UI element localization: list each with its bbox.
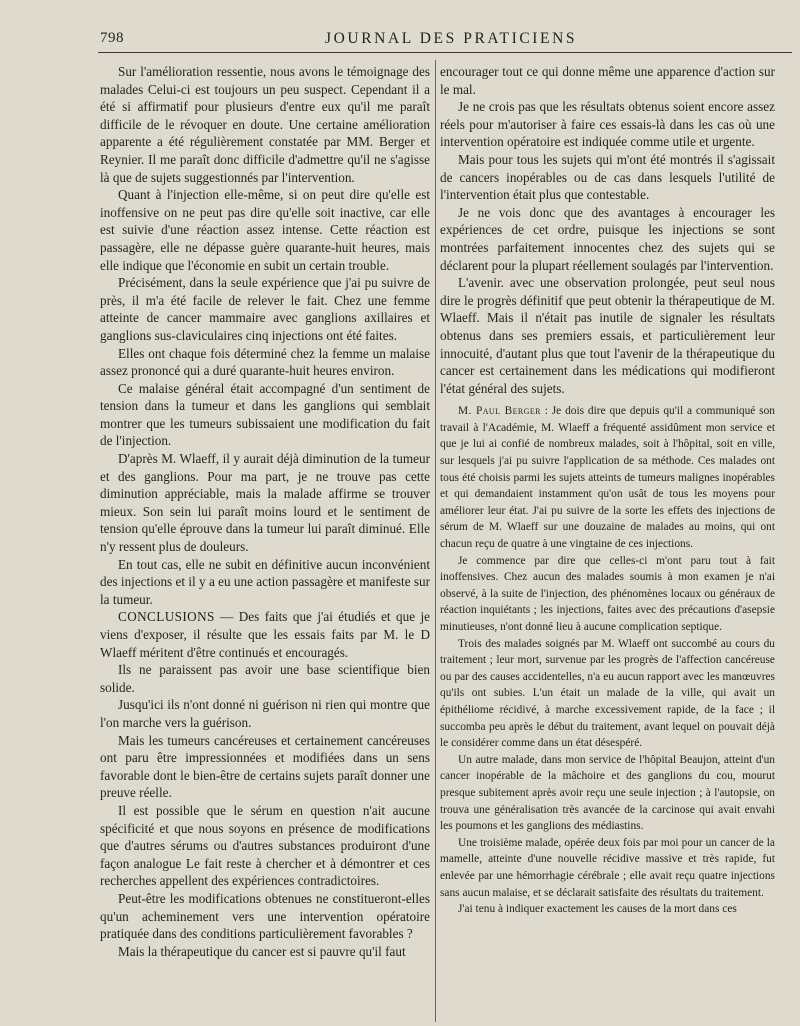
paragraph: Mais la thérapeutique du cancer est si pauvre qu'il faut xyxy=(118,943,406,959)
discussion-paragraph xyxy=(440,403,775,552)
page-number: 798 xyxy=(100,30,124,46)
paragraph: Mais les tumeurs cancéreuses et certainement cancéreuses ont paru être impressionnées et modifiées dans un sens favorable dont le bien-être de certains sujets paraît donner une preuve réelle. xyxy=(100,732,430,801)
speaker-text: : Je dois dire que depuis qu'il a communiqué son travail à l'Académie, M. Wlaeff a fréquenté assidûment mon service et que je lui ai confié de nombreux malades, soit à l'hôpital, soit en ville, sur lesquels j'ai pu suivre l'application de sa méthode. Ces malades ont tous été choisis parmi les sujets atteints de tumeurs malignes inopérables et qui demandaient instamment qu'on usât de tous les moyens pour améliorer leur état. J'ai pu suivre de la sorte les effets des injections de sérum de M. Wlaeff sur une douzaine de malades au moins, qui ont chacun reçu de quatre à une vingtaine de ces injections. xyxy=(440,405,775,551)
paragraph: Il est possible que le sérum en question n'ait aucune spécificité et que nous soyons en présence de modifications que d'autres sérums ou d'autres substances produiront d'une façon analogue Le fait reste à chercher et à démontrer et ces recherches appellent des expériences contradictoires. xyxy=(100,802,430,889)
paragraph: Sur l'amélioration ressentie, nous avons le témoignage des malades Celui-ci est toujours un peu suspect. Cependant il a été si affirmatif pour plusieurs d'entre eux qu'il me paraît difficile de le révoquer en doute. Une certaine amélioration apparente a été régulièrement constatée par MM. Berger et Reynier. Il me paraît donc difficile d'admettre qu'il ne s'agisse là que de sujets suggestionnés par l'intervention. xyxy=(100,64,430,185)
paragraph: Mais pour tous les sujets qui m'ont été montrés il s'agissait de cancers inopérables ou de cas dans lesquels l'utilité de l'intervention était plus que contestable. xyxy=(440,151,775,203)
discussion-paragraph: Un autre malade, dans mon service de l'hôpital Beaujon, atteint d'un cancer inopérable de la mâchoire et des ganglions du cou, mourut presque subitement après avoir reçu une seule injection ; à l'autopsie, on trouva une généralisation très avancée de la carcinose qui avait envahi les poumons et les ganglions des médiastins. xyxy=(440,753,775,833)
paragraph: Jusqu'ici ils n'ont donné ni guérison ni rien qui montre que l'on marche vers la guérison. xyxy=(100,697,430,730)
paragraph: D'après M. Wlaeff, il y aurait déjà diminution de la tumeur et des ganglions. Pour ma part, je ne trouve pas cette diminution appréciable, mais la malade affirme se trouver mieux. Son sein lui paraît moins lourd et le sentiment de tension qu'elle éprouve dans la tumeur lui paraît diminué. Elle n'y ressent plus de douleurs. xyxy=(100,451,430,555)
discussion-paragraph: J'ai tenu à indiquer exactement les causes de la mort dans ces xyxy=(458,903,737,916)
conclusions-paragraph xyxy=(100,608,430,661)
discussion-paragraph: Je commence par dire que celles-ci m'ont paru tout à fait inoffensives. Chez aucun des malades soumis à mon examen je n'ai observé, à la suite de l'injection, des phénomènes locaux ou généraux de réaction inquiétants ; les injections, faites avec des précautions d'asepsie minutieuses, n'ont donné lieu à aucune complication septique. xyxy=(440,554,775,633)
header-rule xyxy=(98,52,792,53)
journal-title: JOURNAL DES PRATICIENS xyxy=(325,30,578,47)
discussion-section xyxy=(440,403,775,917)
paragraph: Précisément, dans la seule expérience que j'ai pu suivre de près, il m'a été facile de relever le fait. Chez une femme atteinte de cancer mammaire avec ganglions axillaires et ganglions sus-claviculaires cinq injections ont été faites. xyxy=(100,275,430,343)
right-column xyxy=(440,63,775,1023)
paragraph: L'avenir. avec une observation prolongée, peut seul nous dire le progrès définitif que peut obtenir la thérapeutique de M. Wlaeff. Mais il n'était pas inutile de signaler les résultats obtenus dans ses premiers essais, et particulièrement leur innocuité, d'autant plus que tout l'avenir de la thérapeutique du cancer est certainement dans les médications qui modifieront l'état général des sujets. xyxy=(440,275,775,396)
conclusions-text: — Des faits que j'ai étudiés et que je viens d'exposer, il résulte que les essais faits par M. le D Wlaeff méritent d'être continués et encouragés. xyxy=(100,609,430,660)
paragraph: Quant à l'injection elle-même, si on peut dire qu'elle est inoffensive on ne peut pas dire qu'elle soit inactive, car elle est suivie d'une réaction assez intense. Cette réaction est passagère, elle ne dépasse guère quarante-huit heures, mais elle indique que l'économie en subit un certain trouble. xyxy=(100,187,430,273)
left-column xyxy=(100,63,430,1023)
page-header xyxy=(100,26,790,50)
discussion-paragraph: Trois des malades soignés par M. Wlaeff ont succombé au cours du traitement ; leur mort, survenue par les progrès de l'affection cancéreuse ou par des causes accidentelles, n'a eu aucun rapport avec les manœuvres qu'ils ont subies. L'un était un malade de la ville, qui avait un épithéliome récidivé, à marche excessivement rapide, de la face ; il succomba peu après le début du traitement, avant lequel on pouvait déjà le considérer comme dans un état désespéré. xyxy=(440,637,775,750)
paragraph: Peut-être les modifications obtenues ne constitueront-elles qu'un acheminement vers une intervention opératoire pratiquée dans des conditions particulièrement favorables ? xyxy=(100,890,430,942)
paragraph: Ce malaise général était accompagné d'un sentiment de tension dans la tumeur et dans les ganglions qui semblait montrer que les tumeurs subissaient une modification du fait de l'injection. xyxy=(100,380,430,449)
paragraph: Elles ont chaque fois déterminé chez la femme un malaise assez prononcé qui a duré quarante-huit heures environ. xyxy=(100,345,430,379)
discussion-paragraph: Une troisième malade, opérée deux fois par moi pour un cancer de la mamelle, atteinte d'une nouvelle récidive massive et très rapide, fut enlevée par une hémorrhagie cérébrale ; elle avait reçu quatre injections sans aucun malaise, et se déclarait satisfaite des résultats du traitement. xyxy=(440,836,775,899)
paragraph: Je ne vois donc que des avantages à encourager les expériences de cet ordre, puisque les injections se sont montrées parfaitement innocentes chez des sujets qui se déclarent pour la plupart réellement soulagés par l'intervention. xyxy=(440,204,775,273)
paragraph: Ils ne paraissent pas avoir une base scientifique bien solide. xyxy=(100,662,430,695)
speaker-name: M. Paul Berger xyxy=(458,405,541,418)
conclusions-label: CONCLUSIONS xyxy=(118,609,215,625)
paragraph: Je ne crois pas que les résultats obtenus soient encore assez réels pour m'autoriser à faire ces essais-là dans les cas où une intervention opératoire est indiquée comme utile et urgente. xyxy=(440,99,775,150)
column-divider xyxy=(435,60,436,1022)
paragraph: encourager tout ce qui donne même une apparence d'action sur le mal. xyxy=(440,64,775,97)
paragraph: En tout cas, elle ne subit en définitive aucun inconvénient des injections et il y a eu une action passagère et manifeste sur la tumeur. xyxy=(100,556,430,607)
